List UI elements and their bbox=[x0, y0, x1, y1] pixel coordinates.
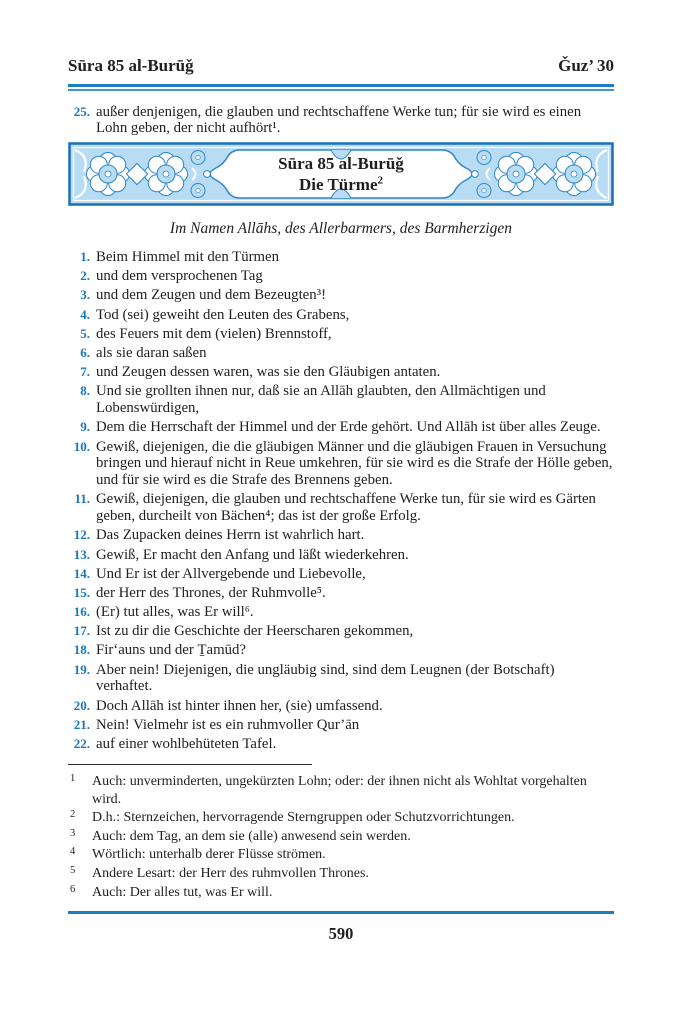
verse-row-text: Und Er ist der Allvergebende und Liebevolle, bbox=[96, 565, 366, 582]
verse-row bbox=[68, 287, 614, 304]
header-rule-thin bbox=[68, 89, 614, 91]
verse-row-number: 2. bbox=[80, 268, 90, 284]
verse-row-text: Gewiß, Er macht den Anfang und läßt wiederkehren. bbox=[96, 546, 409, 563]
verse-row-number: 20. bbox=[73, 697, 90, 713]
verse-row-number: 9. bbox=[80, 419, 90, 435]
verse-number: 25. bbox=[73, 103, 90, 119]
verse-row bbox=[68, 623, 614, 640]
verse-row-text: Gewiß, diejenigen, die glauben und rechtschaffene Werke tun, für sie wird es Gärten geben, durcheilt von Bächen⁴; das ist der große Erfolg. bbox=[96, 491, 596, 525]
footnote-row-text: Andere Lesart: der Herr des ruhmvollen Thrones. bbox=[92, 865, 369, 881]
verse-row-number: 1. bbox=[80, 249, 90, 265]
footnote-row-number: 6 bbox=[70, 883, 76, 895]
sura-banner-title: Sūra 85 al-Burūǧ bbox=[278, 154, 404, 174]
verse-row bbox=[68, 419, 614, 436]
footnote-row-text: Auch: Der alles tut, was Er will. bbox=[92, 884, 273, 900]
verse-row-text: (Er) tut alles, was Er will⁶. bbox=[96, 604, 254, 621]
verse-row bbox=[68, 585, 614, 602]
footnote-list bbox=[68, 773, 614, 901]
verse-row-text: und dem versprochenen Tag bbox=[96, 268, 263, 285]
verse-row-text: und dem Zeugen und dem Bezeugten³! bbox=[96, 287, 327, 304]
verse-row-number: 22. bbox=[73, 736, 90, 752]
verse-row bbox=[68, 364, 614, 381]
verse-row bbox=[68, 736, 614, 753]
verse-row-text: Gewiß, diejenigen, die die gläubigen Männer und die gläubigen Frauen in Versuchung bringen und hierauf nicht in Reue umkehren, für sie wird es die Strafe der Hölle geben, und für sie wird es die Strafe des Brennens geben. bbox=[96, 438, 613, 489]
footnote-separator bbox=[68, 764, 312, 765]
header-rule bbox=[68, 84, 614, 91]
verse-row bbox=[68, 491, 614, 525]
verse-row-text: des Feuers mit dem (vielen) Brennstoff, bbox=[96, 325, 332, 342]
verse-row bbox=[68, 698, 614, 715]
sura-banner bbox=[68, 142, 614, 206]
bismillah-line: Im Namen Allāhs, des Allerbarmers, des Barmherzigen bbox=[169, 220, 513, 238]
verse-row-number: 18. bbox=[73, 642, 90, 658]
verse-row bbox=[68, 268, 614, 285]
verse-row bbox=[68, 383, 614, 417]
verse-row bbox=[68, 439, 614, 489]
footnote-row-number: 2 bbox=[70, 809, 76, 821]
verse-row-number: 19. bbox=[73, 661, 90, 677]
verse-row-number: 4. bbox=[80, 306, 90, 322]
footnote-row-text: Wörtlich: unterhalb derer Flüsse strömen. bbox=[92, 847, 326, 863]
footer-rule bbox=[68, 911, 614, 914]
footnote-row-text: Auch: dem Tag, an dem sie (alle) anwesend sein werden. bbox=[92, 828, 411, 844]
verse-row-number: 14. bbox=[73, 565, 90, 581]
verse-row-text: Dem die Herrschaft der Himmel und der Erde gehört. Und Allāh ist über alles Zeuge. bbox=[96, 419, 601, 436]
verse-row bbox=[68, 527, 614, 544]
footnote-row bbox=[68, 828, 614, 845]
footnote-row bbox=[68, 865, 614, 882]
running-head-sura: Sūra 85 al-Burūǧ bbox=[68, 56, 194, 75]
verse-row bbox=[68, 662, 614, 696]
verse-row-text: der Herr des Thrones, der Ruhmvolle⁵. bbox=[96, 584, 326, 601]
verse-row-text: Tod (sei) geweiht den Leuten des Grabens, bbox=[96, 306, 350, 323]
header-rule-thick bbox=[68, 84, 614, 87]
verse-row-number: 12. bbox=[73, 527, 90, 543]
verse-row-number: 7. bbox=[80, 364, 90, 380]
carryover-verse bbox=[68, 104, 614, 138]
verse-row-number: 11. bbox=[74, 491, 90, 507]
verse-row-text: Und sie grollten ihnen nur, daß sie an Allāh glaubten, den Allmächtigen und Lobenswürdigen, bbox=[96, 383, 546, 417]
sura-banner-subtitle: Die Türme$^2$ bbox=[298, 174, 384, 195]
subtitle-footnote-ref: 2 bbox=[377, 174, 384, 187]
footnote-row bbox=[68, 809, 614, 826]
footnote-row-text: D.h.: Sternzeichen, hervorragende Sterngruppen oder Schutzvorrichtungen. bbox=[92, 810, 515, 826]
verse-row-number: 8. bbox=[80, 383, 90, 399]
footnote-row-number: 4 bbox=[70, 846, 76, 858]
verse-row-text: als sie daran saßen bbox=[96, 345, 207, 362]
verse-row bbox=[68, 249, 614, 266]
verse-row-text: auf einer wohlbehüteten Tafel. bbox=[96, 736, 277, 753]
sura-banner-titles bbox=[218, 142, 464, 206]
verse-row-text: Beim Himmel mit den Türmen bbox=[96, 249, 280, 266]
footnote-row bbox=[68, 884, 614, 901]
page-number: 590 bbox=[328, 923, 354, 943]
verse-row-number: 10. bbox=[73, 438, 90, 454]
verse-row-text: Ist zu dir die Geschichte der Heerscharen gekommen, bbox=[96, 623, 414, 640]
verse-row-number: 5. bbox=[80, 325, 90, 341]
verse-row-text: Aber nein! Diejenigen, die ungläubig sind, sind dem Leugnen (der Botschaft) verhaftet. bbox=[96, 661, 555, 695]
verse-row bbox=[68, 547, 614, 564]
verse-row-number: 15. bbox=[73, 584, 90, 600]
verse-row bbox=[68, 642, 614, 659]
verse-row bbox=[68, 717, 614, 734]
verse-row-number: 16. bbox=[73, 604, 90, 620]
verse-row-number: 3. bbox=[80, 287, 90, 303]
verse-row-text: Doch Allāh ist hinter ihnen her, (sie) umfassend. bbox=[96, 697, 383, 714]
running-head-juz: Ǧuz’ 30 bbox=[558, 56, 614, 75]
verse-row bbox=[68, 326, 614, 343]
footnote-row-number: 5 bbox=[70, 864, 76, 876]
verse-row-text: und Zeugen dessen waren, was sie den Gläubigen antaten. bbox=[96, 364, 441, 381]
footnote-row-number: 3 bbox=[70, 827, 76, 839]
verse-row bbox=[68, 307, 614, 324]
verse-row-number: 17. bbox=[73, 623, 90, 639]
verse-row bbox=[68, 604, 614, 621]
footnote-row bbox=[68, 773, 614, 808]
verse-row bbox=[68, 566, 614, 583]
verse-list bbox=[68, 249, 614, 753]
verse-row-text: Fir‘auns und der Ṯamūd? bbox=[96, 642, 246, 659]
running-head bbox=[68, 55, 614, 76]
verse-row-number: 6. bbox=[80, 345, 90, 361]
verse-row bbox=[68, 345, 614, 362]
footnote-row bbox=[68, 846, 614, 863]
verse-text: außer denjenigen, die glauben und rechtschaffene Werke tun; für sie wird es einen Lohn geben, der nicht aufhört¹. bbox=[96, 103, 582, 137]
verse-row-number: 21. bbox=[73, 716, 90, 732]
footnote-row-number: 1 bbox=[70, 773, 76, 785]
verse-row-number: 13. bbox=[73, 546, 90, 562]
verse-row-text: Nein! Vielmehr ist es ein ruhmvoller Qur’ān bbox=[96, 716, 360, 733]
verse-row-text: Das Zupacken deines Herrn ist wahrlich hart. bbox=[96, 527, 365, 544]
footnote-row-text: Auch: unverminderten, ungekürzten Lohn; oder: der ihnen nicht als Wohltat vorgehalten wird. bbox=[92, 774, 587, 807]
